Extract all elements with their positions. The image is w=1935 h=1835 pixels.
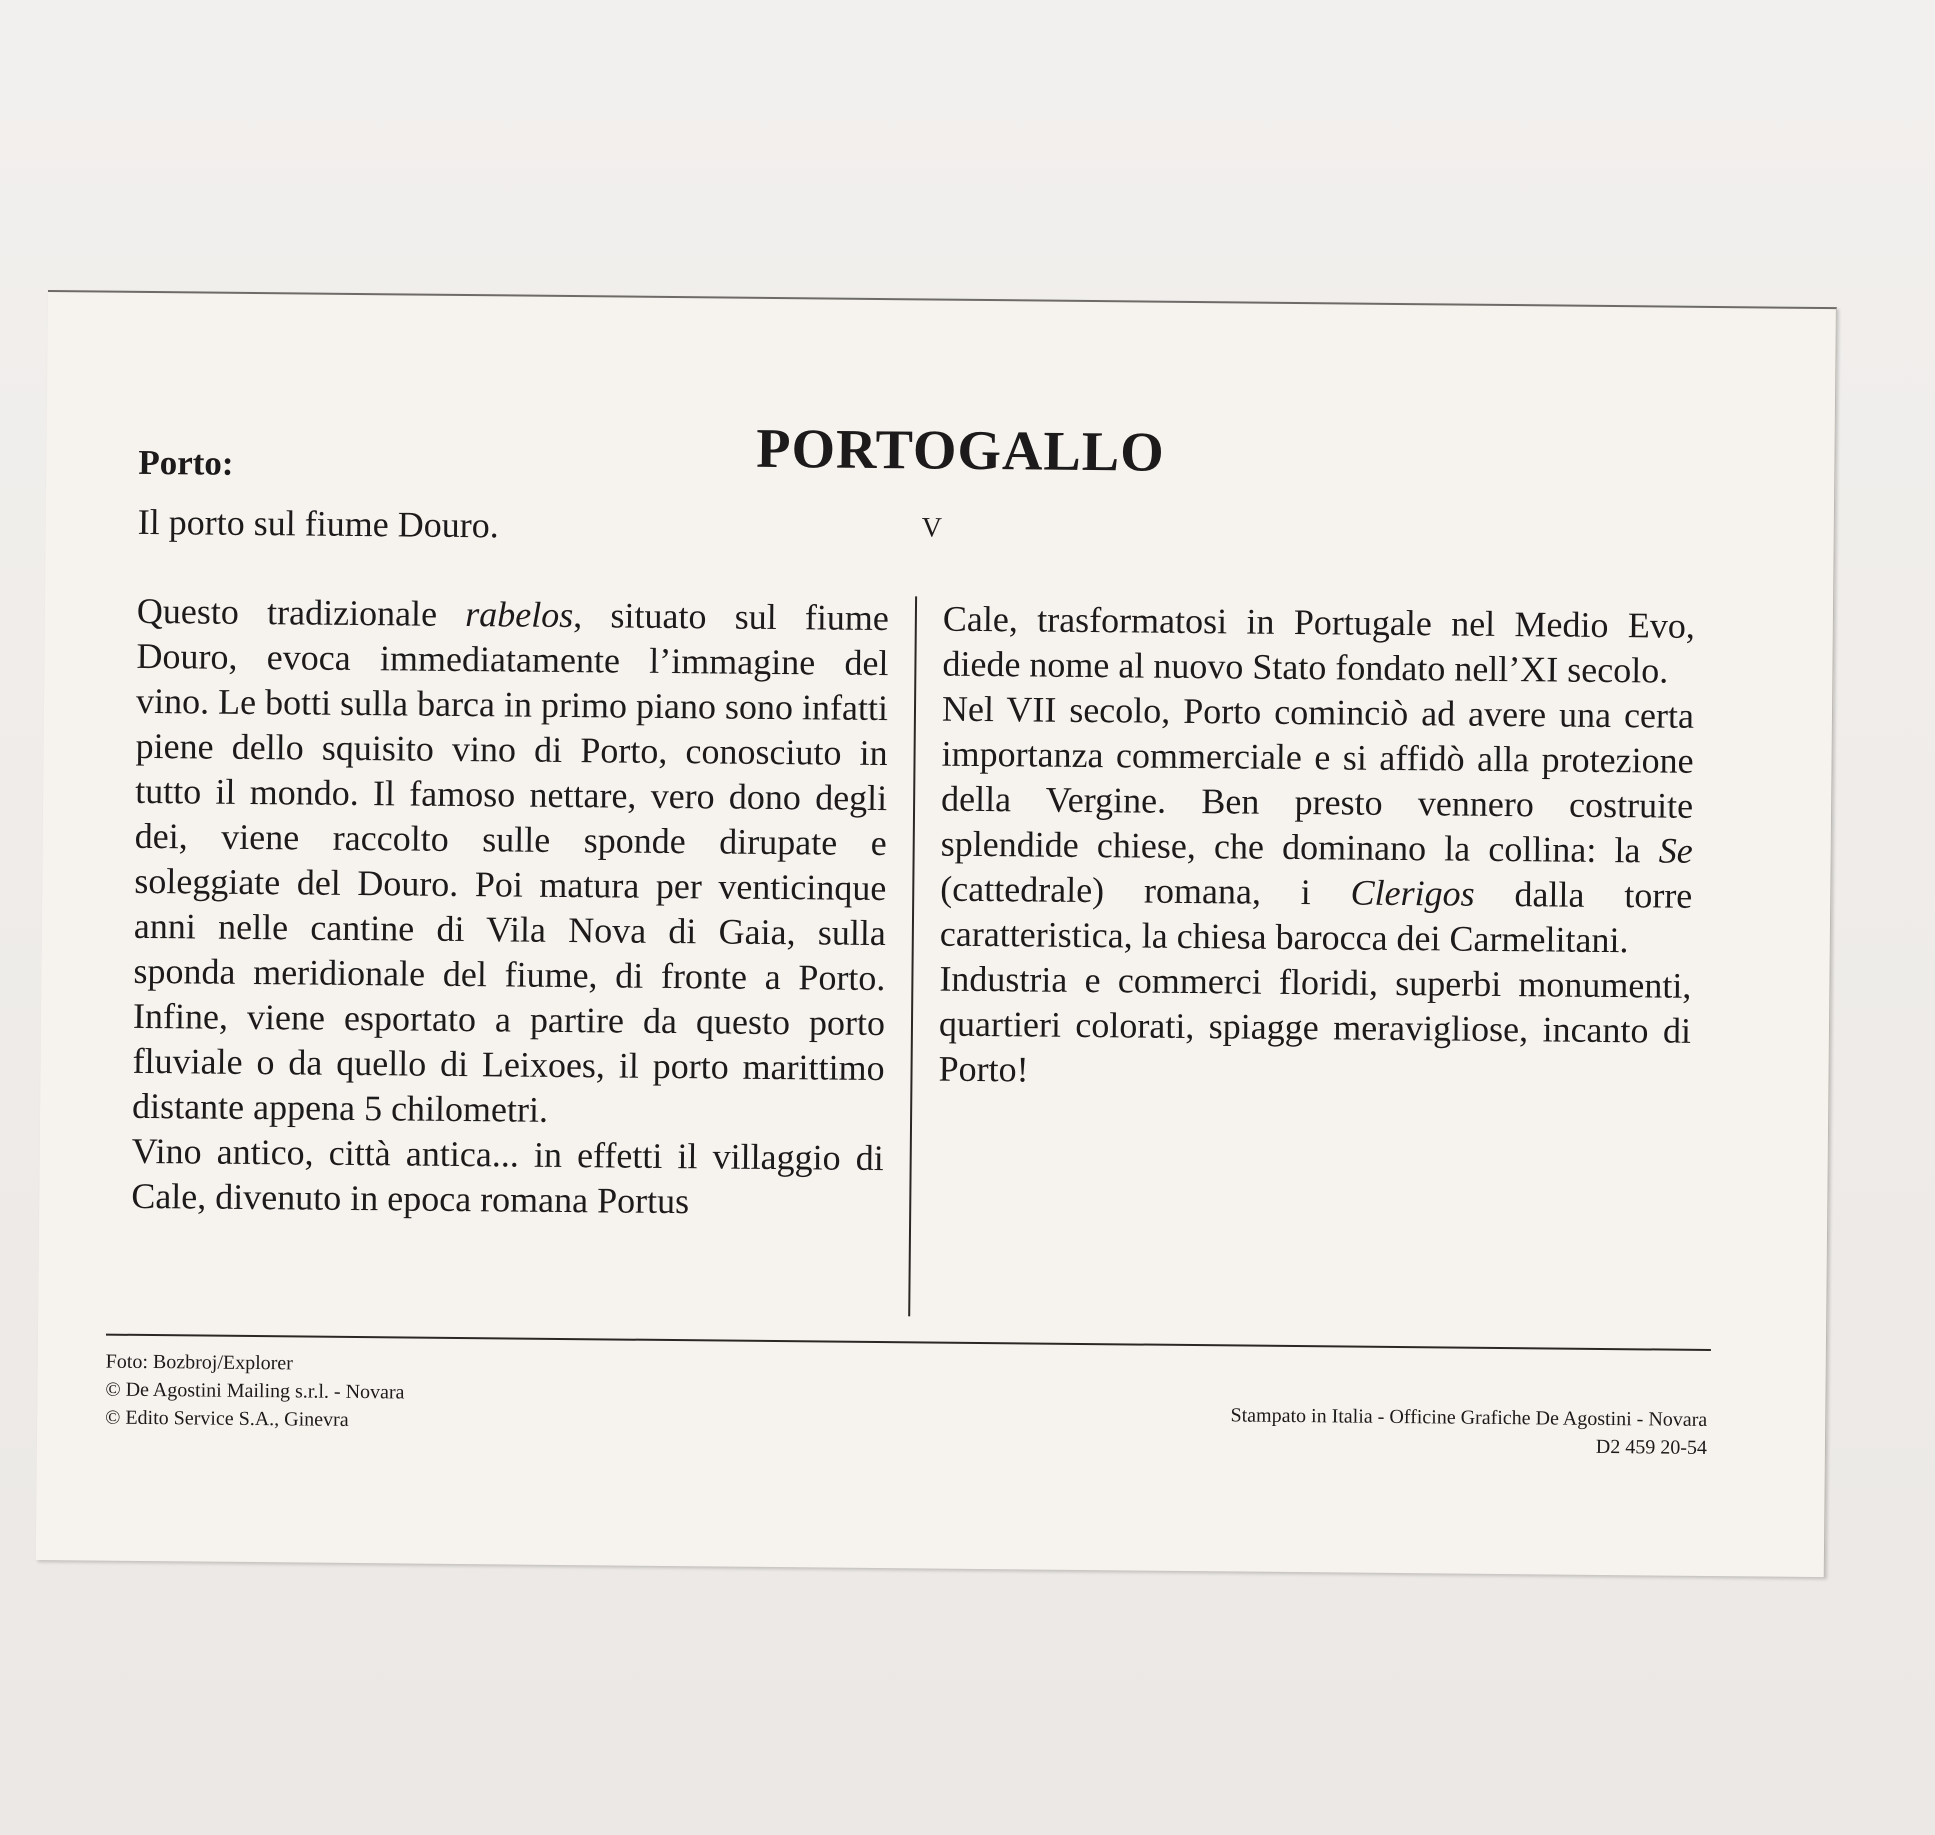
- italic-term: rabelos: [465, 594, 574, 636]
- italic-term: Clerigos: [1350, 872, 1475, 914]
- left-paragraph-1: [132, 589, 889, 1136]
- column-divider: [908, 596, 917, 1316]
- printer-info: [1097, 1400, 1708, 1462]
- text-column-right: [938, 597, 1695, 1099]
- copyright-line: © Edito Service S.A., Ginevra: [105, 1406, 349, 1431]
- card-title: PORTOGALLO: [756, 417, 1165, 484]
- text-run: Questo tradizionale: [136, 590, 466, 635]
- place-subtitle: Il porto sul fiume Douro.: [137, 501, 499, 546]
- text-column-left: [131, 589, 889, 1226]
- photo-credits: [105, 1348, 405, 1435]
- text-run: , situato sul fiume Douro, evoca immediatamente l’immagine del vino. Le botti sulla barca in primo piano sono infatti piene dello squisito vino di Porto, conosciuto in tutto il mondo. Il famoso nettare, vero dono degli dei, viene raccolto sulle sponde dirupate e soleggiate del Douro. Poi matura per venticinque anni nelle cantine di Vila Nova di Gaia, sulla sponda meridionale del fiume, di fronte a Porto. Infine, viene esportato a partire da questo porto fluviale o da quello di Leixoes, il porto marittimo distante appena 5 chilometri.: [131, 595, 890, 1130]
- right-paragraph-1: Cale, trasformatosi in Portugale nel Medio Evo, diede nome al nuovo Stato fondato nell’XI secolo.: [942, 598, 1696, 691]
- photo-credit: Foto: Bozbroj/Explorer: [105, 1350, 294, 1375]
- text-run: (cattedrale) romana, i: [940, 868, 1351, 913]
- left-paragraph-2: Vino antico, città antica... in effetti il villaggio di Cale, divenuto in epoca romana Portus: [131, 1130, 884, 1222]
- footer-rule: [106, 1334, 1711, 1351]
- italic-term: Se: [1658, 830, 1693, 871]
- place-heading: Porto:: [138, 442, 234, 483]
- product-code: D2 459 20-54: [1595, 1435, 1708, 1459]
- right-paragraph-3: Industria e commerci floridi, superbi monumenti, quartieri colorati, spiagge meravigliose, incanto di Porto!: [938, 958, 1692, 1090]
- card-numeral: V: [921, 512, 943, 544]
- text-run: Nel VII secolo, Porto cominciò ad avere una certa importanza commerciale e si affidò alla protezione della Vergine. Ben presto vennero costruite splendide chiese, che dominano la collina: la: [940, 688, 1695, 871]
- printer-line: Stampato in Italia - Officine Grafiche De Agostini - Novara: [1230, 1404, 1708, 1431]
- text-run: dalla torre caratteristica, la chiesa barocca dei Carmelitani.: [939, 873, 1693, 961]
- copyright-line: © De Agostini Mailing s.r.l. - Novara: [105, 1378, 405, 1404]
- right-paragraph-2: [940, 687, 1695, 964]
- postcard-back: [36, 290, 1837, 1577]
